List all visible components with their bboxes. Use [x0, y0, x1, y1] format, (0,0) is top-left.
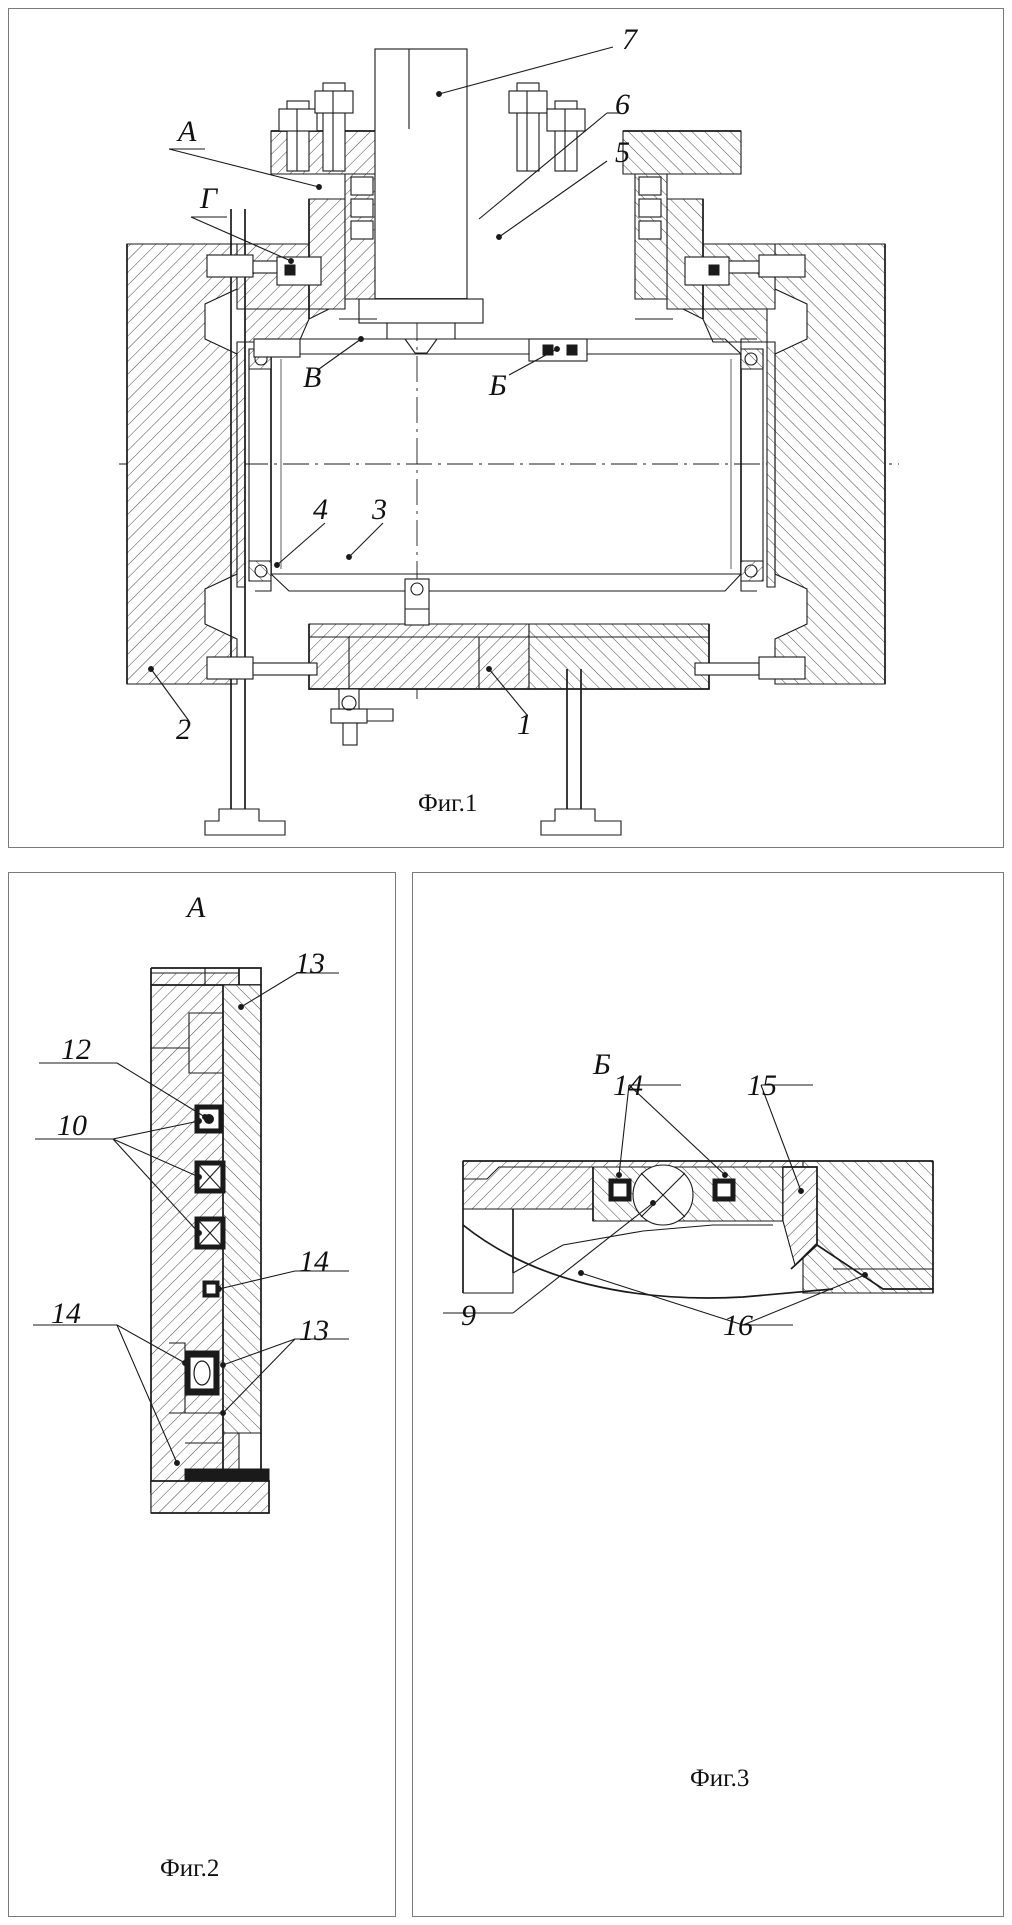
section-mark-a: А — [178, 115, 197, 148]
figure-1-drawing — [9, 9, 1003, 847]
figure-2-panel — [8, 872, 396, 1917]
fig2-callout-13-top: 13 — [295, 947, 325, 980]
section-mark-b: Б — [489, 369, 507, 402]
section-mark-g: Г — [200, 182, 218, 215]
fig2-callout-13-right: 13 — [299, 1314, 329, 1347]
callout-6: 6 — [615, 88, 630, 121]
figure-1-panel — [8, 8, 1004, 848]
callout-7: 7 — [622, 23, 637, 56]
fig3-callout-16: 16 — [723, 1309, 753, 1342]
callout-5: 5 — [615, 136, 630, 169]
callout-2: 2 — [176, 713, 191, 746]
fig3-callout-14: 14 — [613, 1069, 643, 1102]
figure-2-drawing — [9, 873, 395, 1916]
figure-1-caption: Фиг.1 — [418, 790, 478, 817]
callout-4: 4 — [313, 493, 328, 526]
figure-3-drawing — [413, 873, 1003, 1916]
fig2-callout-14-left: 14 — [51, 1297, 81, 1330]
fig2-callout-12: 12 — [61, 1033, 91, 1066]
section-mark-v: В — [303, 361, 322, 394]
fig2-callout-14-right: 14 — [299, 1245, 329, 1278]
figure-3-title: Б — [593, 1048, 611, 1081]
fig2-callout-10: 10 — [57, 1109, 87, 1142]
figure-2-caption: Фиг.2 — [160, 1855, 220, 1882]
figure-3-caption: Фиг.3 — [690, 1765, 750, 1792]
figure-2-title: А — [187, 891, 206, 924]
callout-3: 3 — [372, 493, 387, 526]
fig3-callout-15: 15 — [747, 1069, 777, 1102]
figure-3-panel — [412, 872, 1004, 1917]
fig3-callout-9: 9 — [461, 1299, 476, 1332]
callout-1: 1 — [517, 708, 532, 741]
